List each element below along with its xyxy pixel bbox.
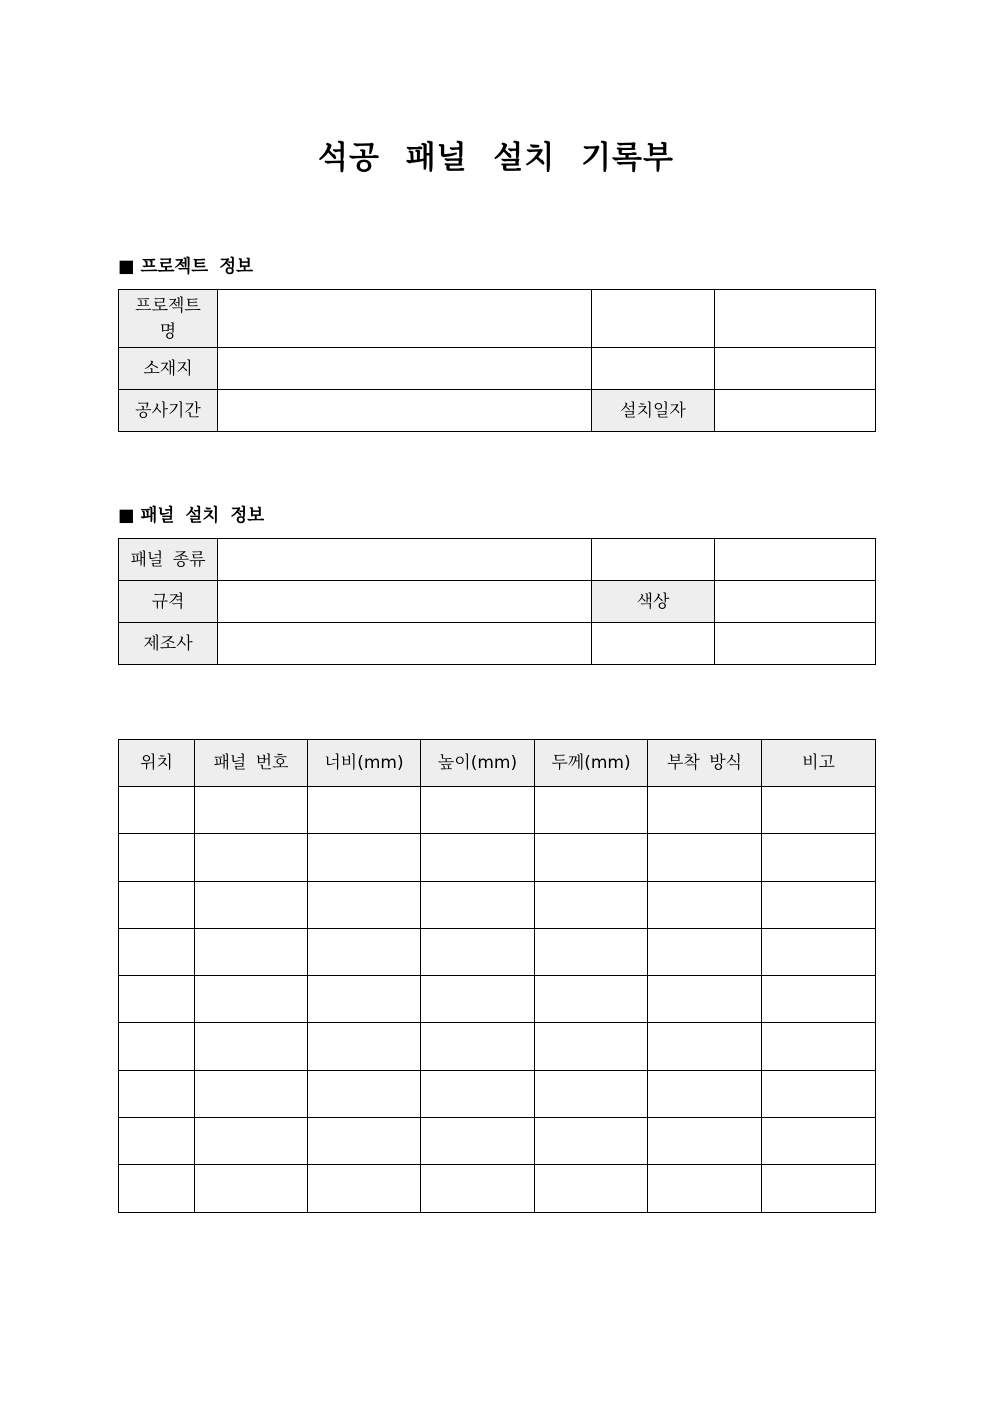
panel-info-table bbox=[118, 538, 876, 665]
record-cell-remarks[interactable] bbox=[762, 787, 876, 834]
installation-record-table bbox=[118, 739, 876, 1213]
project-section-title: 프로젝트 정보 bbox=[140, 257, 254, 277]
record-cell-location[interactable] bbox=[119, 976, 195, 1023]
spec-label: 규격 bbox=[119, 581, 218, 623]
header-height: 높이(mm) bbox=[421, 740, 535, 787]
record-cell-thickness[interactable] bbox=[535, 976, 648, 1023]
record-cell-location[interactable] bbox=[119, 1070, 195, 1117]
record-cell-remarks[interactable] bbox=[762, 1070, 876, 1117]
record-cell-remarks[interactable] bbox=[762, 976, 876, 1023]
square-bullet-icon: ■ bbox=[118, 257, 135, 277]
record-cell-width[interactable] bbox=[308, 787, 421, 834]
panel-row-type bbox=[119, 539, 876, 581]
record-cell-location[interactable] bbox=[119, 1023, 195, 1070]
record-cell-remarks[interactable] bbox=[762, 1118, 876, 1165]
record-cell-attachment-method[interactable] bbox=[648, 1070, 762, 1117]
manufacturer-extra-label bbox=[592, 623, 715, 665]
project-name-extra-value[interactable] bbox=[715, 290, 876, 348]
table-row bbox=[119, 976, 876, 1023]
record-cell-width[interactable] bbox=[308, 1165, 421, 1212]
record-cell-panel-number[interactable] bbox=[195, 787, 308, 834]
record-cell-attachment-method[interactable] bbox=[648, 1023, 762, 1070]
record-cell-thickness[interactable] bbox=[535, 1023, 648, 1070]
project-row-period bbox=[119, 390, 876, 432]
record-cell-thickness[interactable] bbox=[535, 1165, 648, 1212]
install-date-value[interactable] bbox=[715, 390, 876, 432]
table-row bbox=[119, 834, 876, 881]
record-cell-width[interactable] bbox=[308, 976, 421, 1023]
record-cell-attachment-method[interactable] bbox=[648, 881, 762, 928]
construction-period-value[interactable] bbox=[218, 390, 592, 432]
record-cell-thickness[interactable] bbox=[535, 928, 648, 975]
record-cell-width[interactable] bbox=[308, 928, 421, 975]
install-date-label: 설치일자 bbox=[592, 390, 715, 432]
record-cell-panel-number[interactable] bbox=[195, 928, 308, 975]
record-cell-attachment-method[interactable] bbox=[648, 928, 762, 975]
location-label: 소재지 bbox=[119, 348, 218, 390]
location-value[interactable] bbox=[218, 348, 592, 390]
square-bullet-icon: ■ bbox=[118, 506, 135, 526]
header-attachment-method: 부착 방식 bbox=[648, 740, 762, 787]
panel-row-spec bbox=[119, 581, 876, 623]
record-cell-height[interactable] bbox=[421, 1070, 535, 1117]
manufacturer-value[interactable] bbox=[218, 623, 592, 665]
record-cell-attachment-method[interactable] bbox=[648, 1118, 762, 1165]
record-cell-location[interactable] bbox=[119, 787, 195, 834]
record-table-body bbox=[119, 787, 876, 1213]
record-cell-thickness[interactable] bbox=[535, 1118, 648, 1165]
color-value[interactable] bbox=[715, 581, 876, 623]
record-cell-panel-number[interactable] bbox=[195, 834, 308, 881]
header-remarks: 비고 bbox=[762, 740, 876, 787]
record-cell-thickness[interactable] bbox=[535, 834, 648, 881]
record-cell-height[interactable] bbox=[421, 928, 535, 975]
record-cell-location[interactable] bbox=[119, 881, 195, 928]
record-cell-remarks[interactable] bbox=[762, 928, 876, 975]
record-cell-panel-number[interactable] bbox=[195, 1070, 308, 1117]
table-row bbox=[119, 1165, 876, 1212]
project-name-label: 프로젝트명 bbox=[119, 290, 218, 348]
record-cell-attachment-method[interactable] bbox=[648, 787, 762, 834]
record-cell-panel-number[interactable] bbox=[195, 1165, 308, 1212]
table-row bbox=[119, 1118, 876, 1165]
record-cell-thickness[interactable] bbox=[535, 787, 648, 834]
record-cell-panel-number[interactable] bbox=[195, 1118, 308, 1165]
record-cell-attachment-method[interactable] bbox=[648, 834, 762, 881]
construction-period-label: 공사기간 bbox=[119, 390, 218, 432]
record-cell-width[interactable] bbox=[308, 834, 421, 881]
record-cell-remarks[interactable] bbox=[762, 1023, 876, 1070]
table-row bbox=[119, 1023, 876, 1070]
project-name-value[interactable] bbox=[218, 290, 592, 348]
record-cell-attachment-method[interactable] bbox=[648, 1165, 762, 1212]
project-section-heading bbox=[118, 253, 253, 278]
panel-type-extra-value[interactable] bbox=[715, 539, 876, 581]
record-cell-height[interactable] bbox=[421, 787, 535, 834]
record-cell-location[interactable] bbox=[119, 834, 195, 881]
record-cell-attachment-method[interactable] bbox=[648, 976, 762, 1023]
table-row bbox=[119, 881, 876, 928]
manufacturer-label: 제조사 bbox=[119, 623, 218, 665]
header-width: 너비(mm) bbox=[308, 740, 421, 787]
project-row-location bbox=[119, 348, 876, 390]
record-cell-thickness[interactable] bbox=[535, 881, 648, 928]
table-row bbox=[119, 928, 876, 975]
record-cell-location[interactable] bbox=[119, 1118, 195, 1165]
record-cell-height[interactable] bbox=[421, 1023, 535, 1070]
panel-section-title: 패널 설치 정보 bbox=[140, 506, 265, 526]
record-cell-width[interactable] bbox=[308, 1070, 421, 1117]
project-row-name bbox=[119, 290, 876, 348]
panel-type-extra-label bbox=[592, 539, 715, 581]
record-cell-remarks[interactable] bbox=[762, 881, 876, 928]
record-header-row bbox=[119, 740, 876, 787]
record-cell-height[interactable] bbox=[421, 1165, 535, 1212]
panel-section-heading bbox=[118, 502, 264, 527]
header-panel-number: 패널 번호 bbox=[195, 740, 308, 787]
record-cell-height[interactable] bbox=[421, 1118, 535, 1165]
panel-type-value[interactable] bbox=[218, 539, 592, 581]
manufacturer-extra-value[interactable] bbox=[715, 623, 876, 665]
record-cell-height[interactable] bbox=[421, 881, 535, 928]
record-cell-width[interactable] bbox=[308, 1023, 421, 1070]
table-row bbox=[119, 787, 876, 834]
record-cell-width[interactable] bbox=[308, 881, 421, 928]
record-cell-height[interactable] bbox=[421, 834, 535, 881]
panel-row-manufacturer bbox=[119, 623, 876, 665]
project-info-table bbox=[118, 289, 876, 432]
record-cell-location[interactable] bbox=[119, 928, 195, 975]
location-extra-label bbox=[592, 348, 715, 390]
record-cell-panel-number[interactable] bbox=[195, 1023, 308, 1070]
panel-type-label: 패널 종류 bbox=[119, 539, 218, 581]
record-cell-location[interactable] bbox=[119, 1165, 195, 1212]
record-cell-width[interactable] bbox=[308, 1118, 421, 1165]
record-cell-remarks[interactable] bbox=[762, 1165, 876, 1212]
record-cell-height[interactable] bbox=[421, 976, 535, 1023]
table-row bbox=[119, 1070, 876, 1117]
record-cell-thickness[interactable] bbox=[535, 1070, 648, 1117]
record-cell-remarks[interactable] bbox=[762, 834, 876, 881]
header-thickness: 두께(mm) bbox=[535, 740, 648, 787]
location-extra-value[interactable] bbox=[715, 348, 876, 390]
project-name-extra-label bbox=[592, 290, 715, 348]
color-label: 색상 bbox=[592, 581, 715, 623]
document-title: 석공 패널 설치 기록부 bbox=[318, 140, 674, 176]
record-cell-panel-number[interactable] bbox=[195, 976, 308, 1023]
record-cell-panel-number[interactable] bbox=[195, 881, 308, 928]
header-location: 위치 bbox=[119, 740, 195, 787]
spec-value[interactable] bbox=[218, 581, 592, 623]
